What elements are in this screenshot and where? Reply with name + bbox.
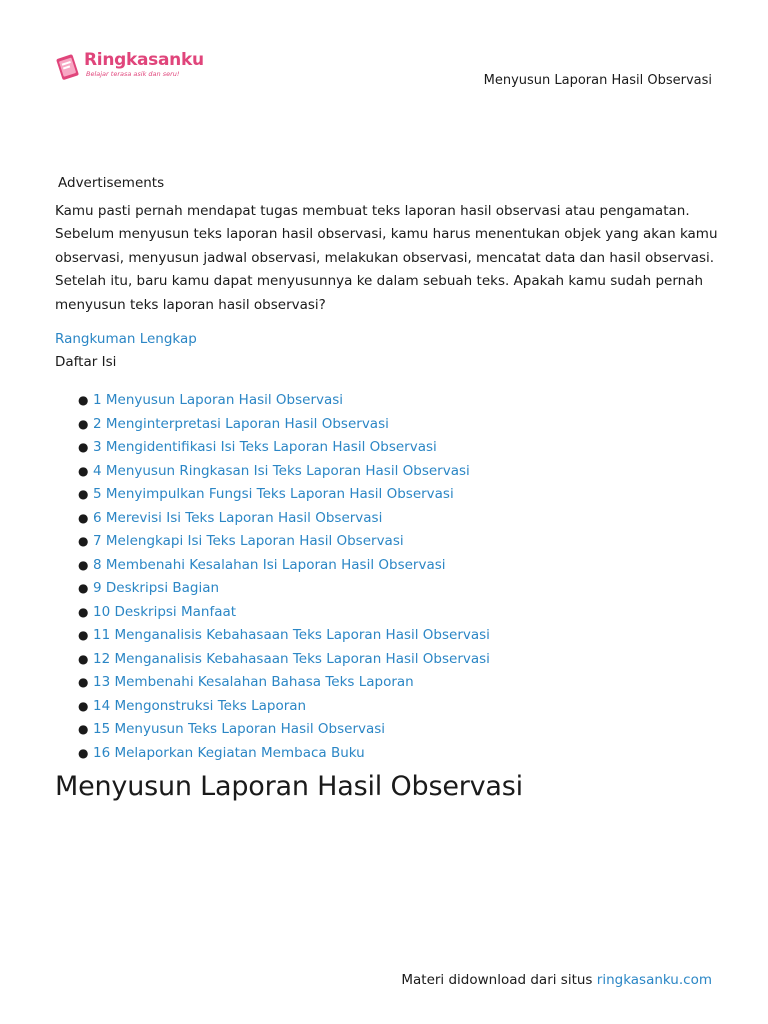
bullet-icon: ● <box>78 651 89 666</box>
footer <box>401 972 712 988</box>
footer-text: Materi didownload dari situs <box>401 972 593 988</box>
bullet-icon: ● <box>78 463 89 478</box>
summary-link[interactable]: Rangkuman Lengkap <box>55 331 197 347</box>
toc-item <box>78 718 490 742</box>
bullet-icon: ● <box>78 534 89 548</box>
bullet-icon: ● <box>78 698 89 713</box>
toc-link[interactable]: 11 Menganalisis Kebahasaan Teks Laporan Hasil Observasi <box>93 627 490 643</box>
toc-link[interactable]: 2 Menginterpretasi Laporan Hasil Observasi <box>93 415 389 432</box>
toc-item <box>78 577 490 601</box>
toc-item <box>78 601 490 625</box>
toc-item <box>78 436 490 460</box>
toc-title: Daftar Isi <box>55 354 117 370</box>
section-title: Menyusun Laporan Hasil Observasi <box>55 771 523 802</box>
toc-item <box>78 624 490 648</box>
toc-link[interactable]: 13 Membenahi Kesalahan Bahasa Teks Laporan <box>93 674 414 690</box>
toc-item <box>78 530 490 554</box>
bullet-icon: ● <box>78 393 89 407</box>
logo-text <box>84 50 204 78</box>
toc-item <box>78 389 490 413</box>
toc-item <box>78 671 490 695</box>
bullet-icon: ● <box>78 510 89 525</box>
bullet-icon: ● <box>78 675 89 689</box>
toc-item <box>78 413 490 437</box>
toc-link[interactable]: 1 Menyusun Laporan Hasil Observasi <box>93 392 344 408</box>
toc-item <box>78 460 490 484</box>
toc-link[interactable]: 14 Mengonstruksi Teks Laporan <box>93 697 307 714</box>
toc-link[interactable]: 3 Mengidentifikasi Isi Teks Laporan Hasil Observasi <box>93 439 437 455</box>
toc-item <box>78 648 490 672</box>
toc-item <box>78 507 490 531</box>
bullet-icon: ● <box>78 487 89 501</box>
toc-item <box>78 483 490 507</box>
bullet-icon: ● <box>78 581 89 595</box>
bullet-icon: ● <box>78 722 89 736</box>
toc-link[interactable]: 7 Melengkapi Isi Teks Laporan Hasil Observasi <box>93 533 404 549</box>
site-logo[interactable] <box>55 50 204 82</box>
intro-paragraph: Kamu pasti pernah mendapat tugas membuat teks laporan hasil observasi atau pengamatan. Sebelum menyusun teks laporan hasil observasi, kamu harus menentukan objek yang akan kamu observasi, menyusun jadwal observasi, melakukan observasi, mencatat data dan hasil observasi. Setelah itu, baru kamu dapat menyusunnya ke dalam sebuah teks. Apakah kamu sudah pernah menyusun teks laporan hasil observasi? <box>55 203 718 313</box>
toc-item <box>78 554 490 578</box>
toc-item <box>78 742 490 766</box>
bullet-icon: ● <box>78 557 89 572</box>
table-of-contents <box>78 389 490 765</box>
toc-link[interactable]: 4 Menyusun Ringkasan Isi Teks Laporan Hasil Observasi <box>93 462 470 479</box>
logo-name: Ringkasanku <box>84 50 204 70</box>
toc-link[interactable]: 6 Merevisi Isi Teks Laporan Hasil Observasi <box>93 509 383 526</box>
toc-link[interactable]: 5 Menyimpulkan Fungsi Teks Laporan Hasil Observasi <box>93 486 454 502</box>
toc-link[interactable]: 8 Membenahi Kesalahan Isi Laporan Hasil Observasi <box>93 556 446 573</box>
toc-item <box>78 695 490 719</box>
bullet-icon: ● <box>78 604 89 619</box>
book-icon <box>55 52 81 82</box>
toc-link[interactable]: 12 Menganalisis Kebahasaan Teks Laporan Hasil Observasi <box>93 650 490 667</box>
ads-label: Advertisements <box>58 175 165 191</box>
bullet-icon: ● <box>78 416 89 431</box>
bullet-icon: ● <box>78 440 89 454</box>
logo-tagline: Belajar terasa asik dan seru! <box>86 70 180 78</box>
toc-link[interactable]: 9 Deskripsi Bagian <box>93 580 220 596</box>
toc-link[interactable]: 15 Menyusun Teks Laporan Hasil Observasi <box>93 721 386 737</box>
bullet-icon: ● <box>78 745 89 760</box>
header-title: Menyusun Laporan Hasil Observasi <box>483 73 712 88</box>
footer-link[interactable]: ringkasanku.com <box>596 972 712 988</box>
toc-link[interactable]: 16 Melaporkan Kegiatan Membaca Buku <box>93 744 365 761</box>
bullet-icon: ● <box>78 628 89 642</box>
toc-link[interactable]: 10 Deskripsi Manfaat <box>93 603 237 620</box>
